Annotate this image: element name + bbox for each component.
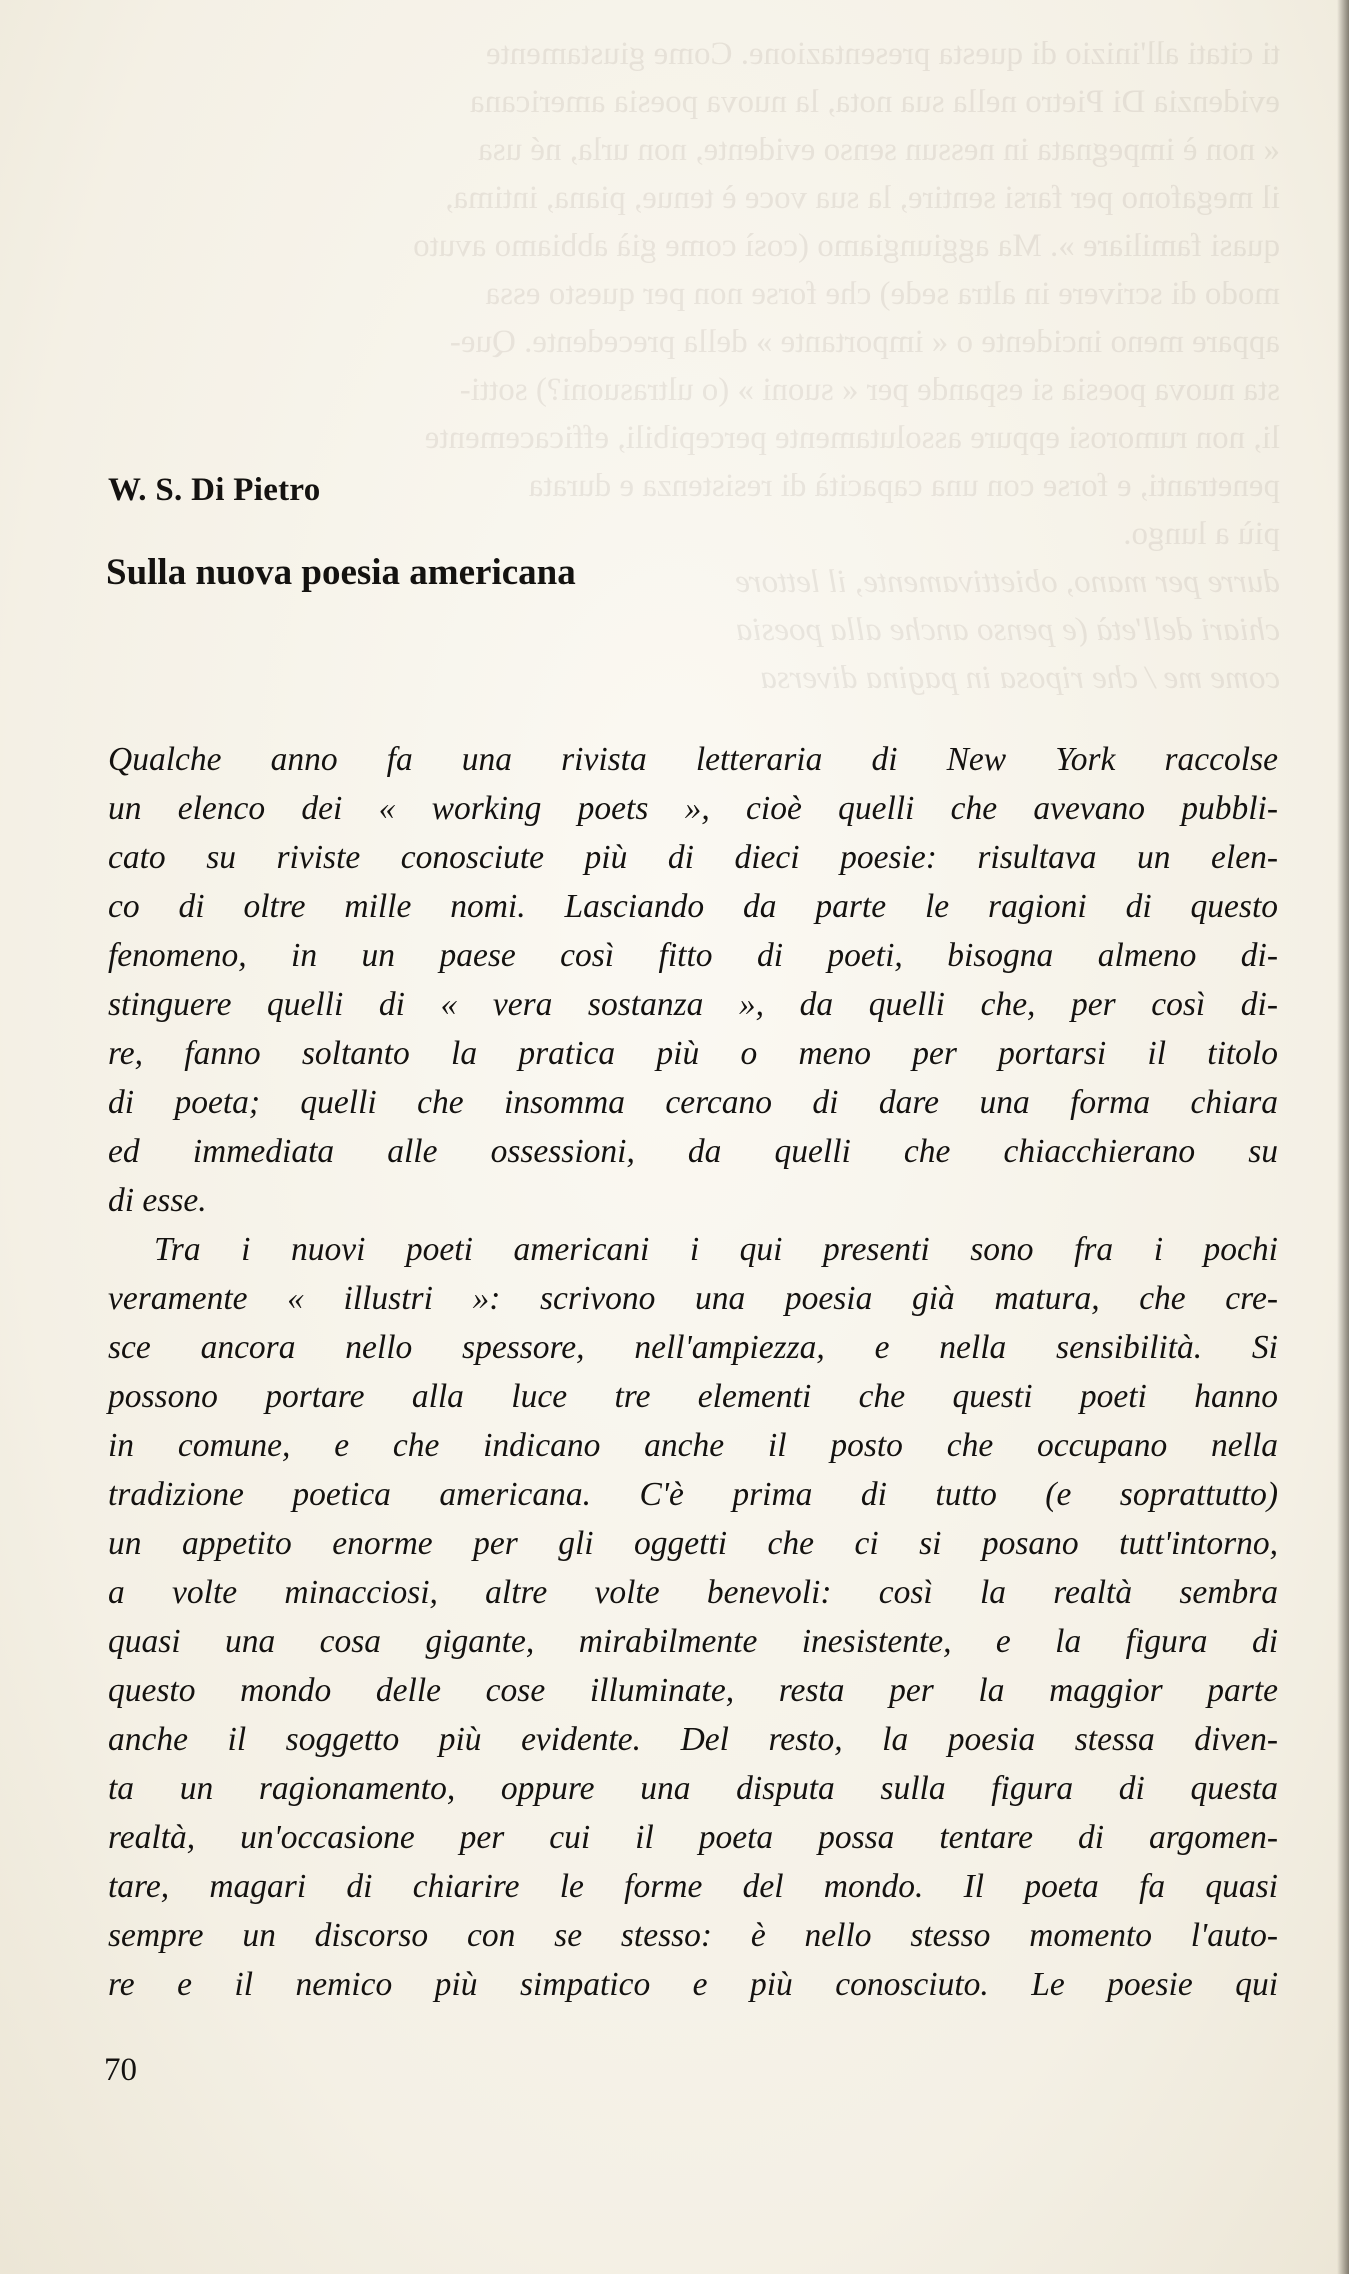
text-line: possono portare alla luce tre elementi che questi poeti hanno: [108, 1378, 1278, 1415]
text-line: sempre un discorso con se stesso: è nello stesso momento l'auto-: [108, 1917, 1278, 1954]
text-line: re e il nemico più simpatico e più conosciuto. Le poesie qui: [108, 1966, 1278, 2003]
text-line: in comune, e che indicano anche il posto che occupano nella: [108, 1427, 1278, 1464]
text-line: un elenco dei « working poets », cioè quelli che avevano pubbli-: [108, 790, 1278, 827]
text-line: quasi una cosa gigante, mirabilmente inesistente, e la figura di: [108, 1623, 1278, 1660]
text-line: questo mondo delle cose illuminate, resta per la maggior parte: [108, 1672, 1278, 1709]
text-line: tradizione poetica americana. C'è prima di tutto (e soprattutto): [108, 1476, 1278, 1513]
text-line: cato su riviste conosciute più di dieci poesie: risultava un elen-: [108, 839, 1278, 876]
page-edge-shadow: [1337, 0, 1349, 2274]
text-line: Tra i nuovi poeti americani i qui presenti sono fra i pochi: [154, 1231, 1278, 1268]
page-number: 70: [104, 2052, 137, 2088]
text-line: fenomeno, in un paese così fitto di poeti, bisogna almeno di-: [108, 937, 1278, 974]
text-line: di esse.: [108, 1182, 207, 1219]
text-line: ed immediata alle ossessioni, da quelli che chiacchierano su: [108, 1133, 1278, 1170]
text-line: un appetito enorme per gli oggetti che ci si posano tutt'intorno,: [108, 1525, 1278, 1562]
text-line: re, fanno soltanto la pratica più o meno per portarsi il titolo: [108, 1035, 1278, 1072]
text-line: co di oltre mille nomi. Lasciando da parte le ragioni di questo: [108, 888, 1278, 925]
article-body: [108, 735, 1278, 2009]
text-line: anche il soggetto più evidente. Del resto, la poesia stessa diven-: [108, 1721, 1278, 1758]
paragraph-1: [108, 735, 1278, 1225]
text-line: veramente « illustri »: scrivono una poesia già matura, che cre-: [108, 1280, 1278, 1317]
paragraph-2: [108, 1225, 1278, 2009]
article-author: W. S. Di Pietro: [108, 472, 321, 508]
show-through-text: ti citati all'inizio di questa presentazione. Come giustamente evidenzia Di Pietro nella sua nota, la nuova poesia americana « non è impegnata in nessun senso evidente, non urla, né usa il megafono per farsi sentire, la sua voce è tenue, piana, intima, quasi familiare ». Ma aggiungiamo (così come già abbiamo avuto modo di scrivere in altra sede) che forse non per questo essa appare meno incidente o « importante » della precedente. Que- sta nuova poesia si espande per « suoni » (o ultrasuoni?) sotti- li, non rumorosi eppure assolutamente percepibili, efficacemente penetranti, e forse con una capacità di resistenza e durata più a lungo. durre per mano, obiettivamente, il lettore chiari dell'età (e penso anche alla poesia come me / che riposa in pagina diversa: [413, 36, 1280, 696]
text-line: ta un ragionamento, oppure una disputa sulla figura di questa: [108, 1770, 1278, 1807]
text-line: sce ancora nello spessore, nell'ampiezza, e nella sensibilità. Si: [108, 1329, 1278, 1366]
article-title: Sulla nuova poesia americana: [106, 552, 576, 593]
text-line: di poeta; quelli che insomma cercano di dare una forma chiara: [108, 1084, 1278, 1121]
text-line: realtà, un'occasione per cui il poeta possa tentare di argomen-: [108, 1819, 1278, 1856]
text-line: stinguere quelli di « vera sostanza », da quelli che, per così di-: [108, 986, 1278, 1023]
text-line: Qualche anno fa una rivista letteraria di New York raccolse: [108, 741, 1278, 778]
text-line: a volte minacciosi, altre volte benevoli: così la realtà sembra: [108, 1574, 1278, 1611]
text-line: tare, magari di chiarire le forme del mondo. Il poeta fa quasi: [108, 1868, 1278, 1905]
